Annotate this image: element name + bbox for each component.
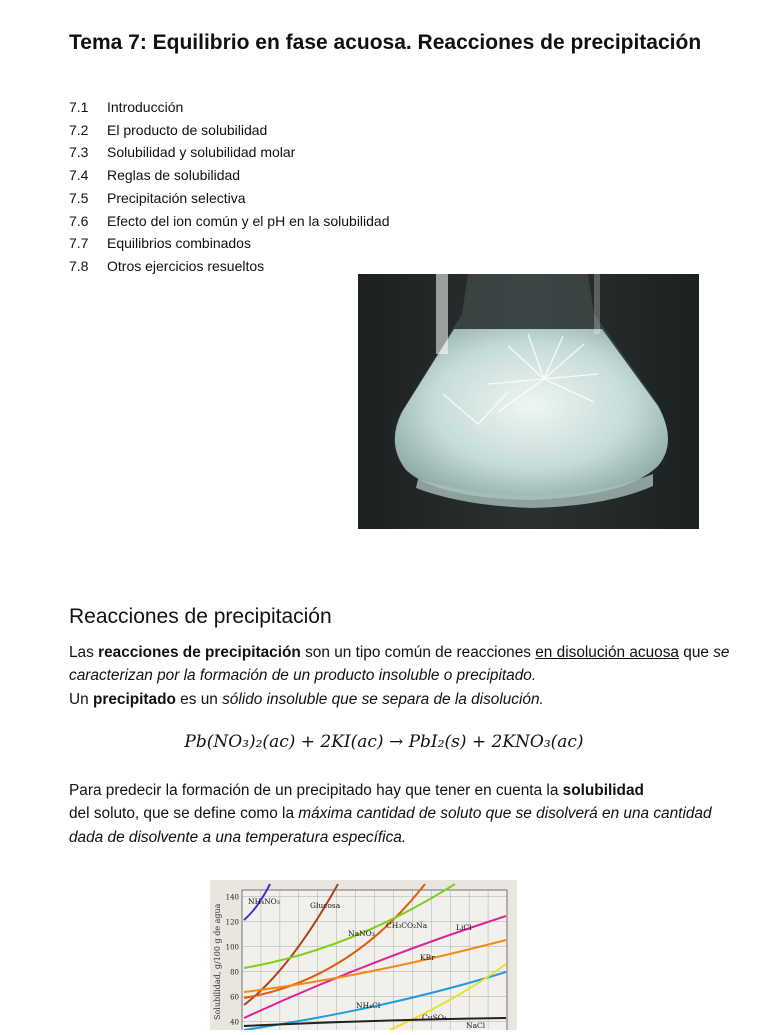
toc-item [69,210,390,233]
y-tick-label: 40 [230,1018,239,1027]
toc-label: El producto de solubilidad [107,121,268,138]
toc-label: Precipitación selectiva [107,189,246,206]
p2-bold: solubilidad [562,782,644,799]
toc-item [69,96,390,119]
p1-text: son un tipo común de reacciones [300,644,536,661]
p1-bold: reacciones de precipitación [98,644,301,661]
paragraph-solubility-definition [69,779,739,849]
toc-number: 7.1 [69,99,89,115]
y-tick-label: 80 [230,968,239,977]
p1-text: Las [69,644,99,661]
curve-label: NaNO₃ [348,929,375,938]
solubility-chart [210,880,517,1030]
toc-item [69,119,390,142]
p2-text: del soluto, que se define como la [69,805,299,823]
toc-item [69,232,390,255]
toc-number: 7.3 [69,144,89,161]
curve-label: CH₃CO₂Na [386,921,428,930]
y-tick-label: 140 [225,893,239,902]
curve-label: NH₄NO₃ [248,897,280,906]
p1-text: Un [69,690,93,708]
toc-label: Introducción [107,99,184,115]
toc-label: Otros ejercicios resueltos [107,257,265,274]
p1-text: es un [175,690,223,708]
flask-illustration [358,274,699,529]
toc-number: 7.4 [69,167,89,184]
p1-italic: se caracterizan por la formación de un producto insoluble o precipitado. [69,644,730,685]
solubility-chart-svg [210,880,517,1030]
toc-number: 7.8 [69,257,89,274]
toc-number: 7.5 [69,189,89,206]
y-tick-label: 100 [225,943,239,952]
paragraph-precipitation-definition [69,641,739,711]
p1-underlined: en disolución acuosa [535,644,679,661]
table-of-contents [69,96,390,278]
toc-label: Efecto del ion común y el pH en la solubilidad [107,212,390,229]
toc-item [69,255,390,278]
p1-bold: precipitado [92,690,176,708]
page-title: Tema 7: Equilibrio en fase acuosa. Reacciones de precipitación [69,31,702,54]
toc-label: Reglas de solubilidad [107,167,241,184]
p2-text: Para predecir la formación de un precipitado hay que tener en cuenta la [69,782,563,799]
y-tick-label: 120 [225,918,239,927]
curve-label: KBr [420,953,435,962]
toc-label: Equilibrios combinados [107,235,251,252]
curve-label: Glucosa [310,901,341,910]
curve-label: CuSO₄ [422,1013,447,1022]
p1-text: que [679,644,714,661]
y-tick-label: 60 [230,993,239,1002]
curve-label: NaCl [466,1021,486,1030]
p2-italic: máxima cantidad de soluto que se disolverá en una cantidad dada de disolvente a una temperatura específica. [69,805,712,846]
precipitate-flask-photo [358,274,699,529]
toc-number: 7.7 [69,235,89,252]
toc-item [69,164,390,187]
chemical-equation: Pb(NO₃)₂(ac) + 2KI(ac) → PbI₂(s) + 2KNO₃(ac) [184,732,584,752]
toc-number: 7.6 [69,212,89,229]
section-title: Reacciones de precipitación [69,605,332,628]
p1-italic: sólido insoluble que se separa de la disolución. [222,690,544,708]
toc-label: Solubilidad y solubilidad molar [107,144,296,161]
y-axis-label: Solubilidad, g/100 g de agua [213,903,222,1020]
toc-item [69,141,390,164]
toc-item [69,187,390,210]
toc-number: 7.2 [69,121,89,138]
curve-label: NH₄Cl [356,1001,381,1010]
curve-label: LiCl [456,923,472,932]
